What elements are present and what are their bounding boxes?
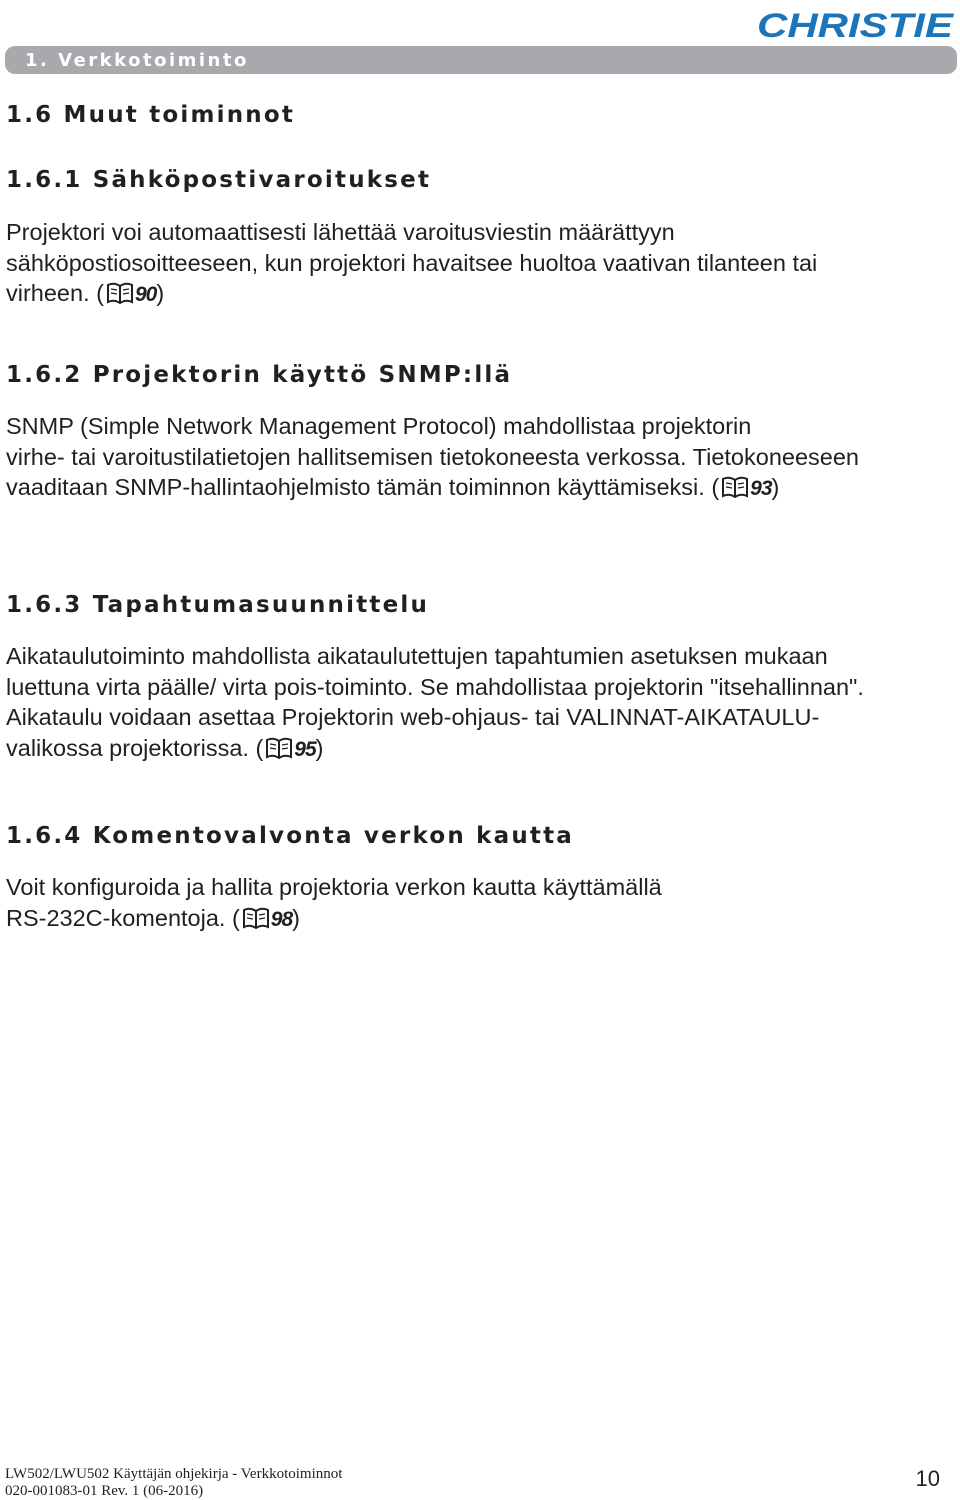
paragraph-line: luettuna virta päälle/ virta pois-toiminto. Se mahdollistaa projektorin "itsehallinnan". (6, 673, 864, 700)
subsection-title-event-scheduling: 1.6.3 Tapahtumasuunnittelu (6, 592, 430, 618)
section-title: 1.6 Muut toiminnot (6, 102, 296, 128)
chapter-header-bar (5, 46, 957, 74)
paragraph-line: virheen. (6, 280, 90, 306)
footer-doc-number: 020-001083-01 Rev. 1 (06-2016) (5, 1483, 204, 1499)
page-reference[interactable]: ( 90) (96, 280, 165, 306)
logo-text: CHRISTIE (757, 7, 955, 42)
subsection-title-snmp: 1.6.2 Projektorin käyttö SNMP:llä (6, 362, 513, 388)
paragraph-line: RS-232C-komentoja. (6, 904, 226, 931)
book-icon (242, 907, 270, 929)
christie-logo (755, 6, 955, 42)
page-reference[interactable]: ( 95) (255, 734, 324, 761)
book-icon (106, 282, 134, 304)
paragraph-line: virhe- tai varoitustilatietojen hallitsemisen tietokoneesta verkossa. Tietokoneeseen (6, 443, 859, 470)
book-icon (721, 476, 749, 498)
page-reference[interactable]: ( 98) (231, 904, 300, 931)
paragraph-line: sähköpostiosoitteeseen, kun projektori havaitsee huoltoa vaativan tilanteen tai (6, 249, 818, 276)
paragraph-line: Voit konfiguroida ja hallita projektoria verkon kautta käyttämällä (6, 874, 662, 900)
chapter-title: 1. Verkkotoiminto (25, 50, 249, 71)
paragraph-line: vaaditaan SNMP-hallintaohjelmisto tämän toiminnon käyttämiseksi. (6, 474, 705, 500)
page-reference[interactable]: ( 93) (711, 474, 780, 500)
page-number: 10 (915, 1466, 940, 1491)
paragraph-email-alerts (6, 217, 956, 311)
book-icon (265, 737, 293, 759)
footer-manual-title: LW502/LWU502 Käyttäjän ohjekirja - Verkkotoiminnot (5, 1466, 343, 1482)
paragraph-line: Aikataulu voidaan asettaa Projektorin web-ohjaus- tai VALINNAT-AIKATAULU- (6, 704, 820, 730)
footer (5, 1466, 342, 1500)
reference-page-number: 90 (134, 283, 157, 306)
subsection-title-command-control: 1.6.4 Komentovalvonta verkon kautta (6, 823, 575, 849)
reference-page-number: 95 (294, 737, 316, 761)
paragraph-snmp (6, 411, 956, 505)
paragraph-command-control (6, 872, 956, 935)
paragraph-line: SNMP (Simple Network Management Protocol) mahdollistaa projektorin (6, 413, 752, 439)
reference-page-number: 98 (270, 907, 293, 931)
paragraph-line: Projektori voi automaattisesti lähettää varoitusviestin määrättyyn (6, 219, 675, 245)
paragraph-line: Aikataulutoiminto mahdollista aikataulutettujen tapahtumien asetuksen mukaan (6, 643, 828, 669)
reference-page-number: 93 (750, 477, 772, 500)
subsection-title-email-alerts: 1.6.1 Sähköpostivaroitukset (6, 167, 432, 193)
paragraph-event-scheduling (6, 641, 956, 765)
paragraph-line: valikossa projektorissa. (6, 734, 249, 761)
